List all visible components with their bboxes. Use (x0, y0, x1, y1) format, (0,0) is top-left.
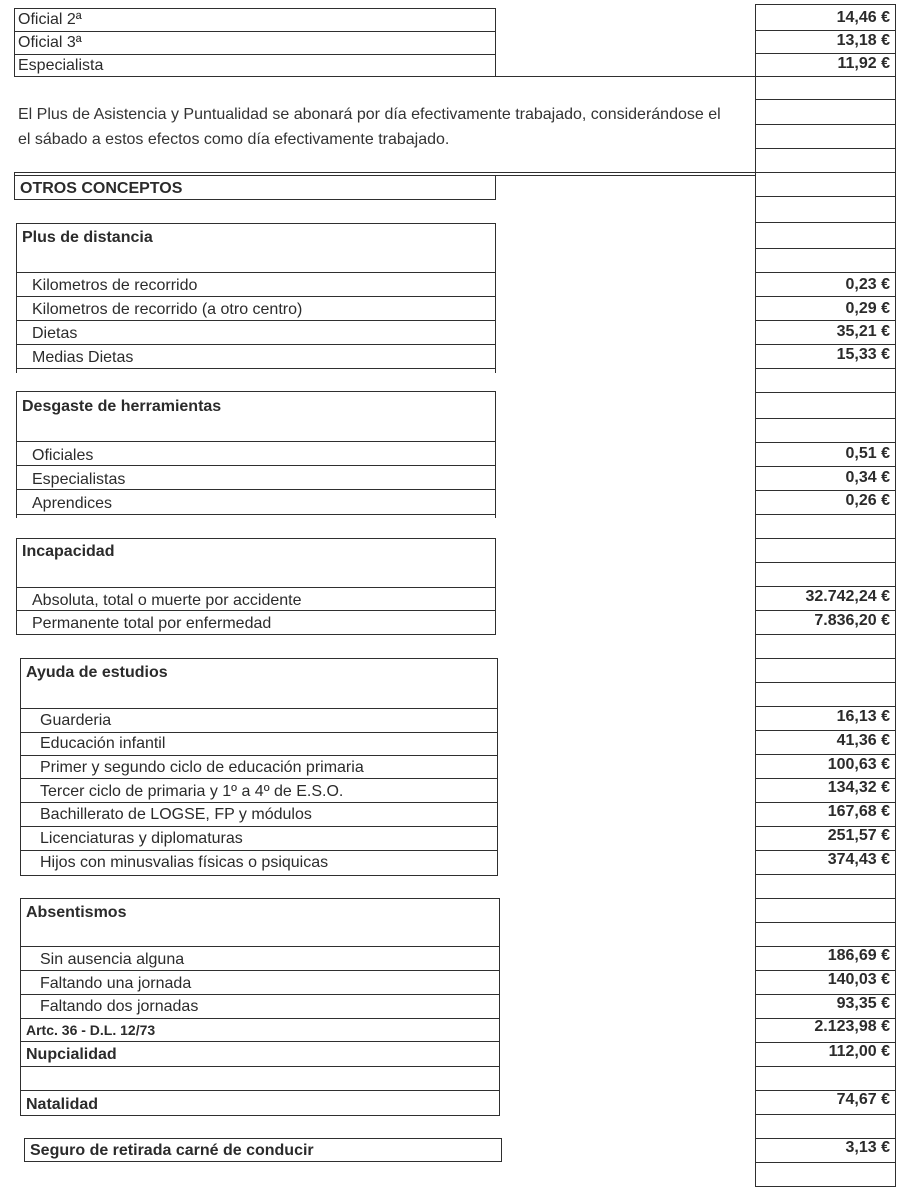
row-line (14, 8, 496, 9)
dietas-label: Dietas (32, 325, 78, 342)
top-rows-left-border (14, 8, 15, 76)
value-column-left-border (755, 4, 756, 1186)
box-line (20, 658, 21, 876)
oficial-2-value: 14,46 € (836, 9, 890, 26)
value-column-rule (755, 898, 896, 899)
absoluta-label: Absoluta, total o muerte por accidente (32, 592, 302, 609)
sin-ausencia-value: 186,69 € (827, 947, 890, 964)
otros-conceptos-bottom (14, 199, 496, 200)
km-recorrido-label: Kilometros de recorrido (32, 277, 198, 294)
nupcialidad-label: Nupcialidad (26, 1046, 117, 1063)
value-column-rule (755, 418, 896, 419)
value-column-rule (755, 222, 896, 223)
especialistas-label: Especialistas (32, 471, 126, 488)
box-line (20, 732, 498, 733)
box-line (16, 391, 17, 518)
value-column-rule (755, 466, 896, 467)
box-line (16, 610, 496, 611)
value-column-rule (755, 148, 896, 149)
km-recorrido-value: 0,23 € (845, 276, 890, 293)
box-line (20, 755, 498, 756)
box-line (16, 465, 496, 466)
value-column-rule (755, 172, 896, 173)
value-column-rule (755, 196, 896, 197)
value-column-rule (755, 392, 896, 393)
box-line (20, 1090, 500, 1091)
value-column-rule (755, 76, 896, 77)
box-line (495, 391, 496, 518)
aprendices-label: Aprendices (32, 495, 113, 512)
value-column-rule (755, 296, 896, 297)
otros-conceptos-top-rule (14, 172, 756, 173)
otros-conceptos-title: OTROS CONCEPTOS (20, 180, 183, 197)
educacion-infantil-label: Educación infantil (40, 735, 166, 752)
box-line (20, 946, 500, 947)
value-column-rule (755, 922, 896, 923)
guarderia-label: Guarderia (40, 712, 112, 729)
box-line (24, 1138, 502, 1139)
box-line (16, 320, 496, 321)
box-line (16, 441, 496, 442)
dos-jornadas-label: Faltando dos jornadas (40, 998, 199, 1015)
plus-distancia-title: Plus de distancia (22, 229, 153, 246)
value-column-rule (755, 442, 896, 443)
box-line (24, 1161, 502, 1162)
oficial-2-label: Oficial 2ª (18, 11, 82, 28)
natalidad-label: Natalidad (26, 1096, 99, 1113)
value-column-rule (755, 682, 896, 683)
tercer-ciclo-label: Tercer ciclo de primaria y 1º a 4º de E.S.O. (40, 783, 344, 800)
box-line (20, 898, 21, 1116)
value-column-rule (755, 706, 896, 707)
value-column-rule (755, 272, 896, 273)
box-line (20, 802, 498, 803)
box-line (20, 778, 498, 779)
box-line (495, 223, 496, 373)
sin-ausencia-label: Sin ausencia alguna (40, 951, 185, 968)
value-column-rule (755, 53, 896, 54)
box-line (20, 1041, 500, 1042)
especialista-label: Especialista (18, 57, 104, 74)
bachillerato-label: Bachillerato de LOGSE, FP y módulos (40, 806, 312, 823)
medias-dietas-label: Medias Dietas (32, 349, 134, 366)
box-line (20, 1115, 500, 1116)
top-rows-right-border (495, 8, 496, 76)
box-line (16, 368, 496, 369)
bachillerato-value: 167,68 € (827, 803, 890, 820)
value-column-rule (755, 320, 896, 321)
box-line (20, 898, 500, 899)
permanente-label: Permanente total por enfermedad (32, 615, 272, 632)
especialista-value: 11,92 € (837, 55, 890, 72)
oficial-3-value: 13,18 € (836, 32, 890, 49)
box-line (20, 1066, 500, 1067)
una-jornada-label: Faltando una jornada (40, 975, 192, 992)
primaria-label: Primer y segundo ciclo de educación primaria (40, 759, 364, 776)
nupcialidad-value: 112,00 € (828, 1043, 890, 1060)
box-line (501, 1138, 502, 1162)
box-line (20, 970, 500, 971)
value-column-rule (755, 30, 896, 31)
value-column-rule (755, 634, 896, 635)
value-column-rule (755, 1162, 896, 1163)
seguro-label: Seguro de retirada carné de conducir (30, 1142, 314, 1159)
box-line (16, 344, 496, 345)
value-column-rule (755, 538, 896, 539)
natalidad-value: 74,67 € (836, 1091, 890, 1108)
value-column-rule (755, 754, 896, 755)
box-line (24, 1138, 25, 1162)
value-column-rule (755, 124, 896, 125)
box-line (16, 538, 496, 539)
tercer-ciclo-value: 134,32 € (827, 779, 890, 796)
otros-conceptos-top-rule-2 (14, 175, 756, 176)
value-column-rule (755, 248, 896, 249)
box-line (16, 296, 496, 297)
value-column-rule (755, 4, 896, 5)
primaria-value: 100,63 € (827, 756, 890, 773)
box-line (497, 658, 498, 876)
especialistas-value: 0,34 € (845, 469, 890, 486)
value-column-rule (755, 1066, 896, 1067)
minusvalias-label: Hijos con minusvalias físicas o psiquicas (40, 854, 329, 871)
oficiales-label: Oficiales (32, 447, 94, 464)
row-line (14, 76, 756, 77)
value-column-right-border (895, 4, 896, 1186)
dietas-value: 35,21 € (836, 323, 890, 340)
value-column-rule (755, 610, 896, 611)
otros-conceptos-left (14, 172, 15, 200)
artc-label: Artc. 36 - D.L. 12/73 (26, 1022, 156, 1038)
box-line (20, 708, 498, 709)
value-column-rule (755, 730, 896, 731)
absentismos-title: Absentismos (26, 904, 127, 921)
value-column-rule (755, 99, 896, 100)
box-line (499, 898, 500, 1116)
oficial-3-label: Oficial 3ª (18, 34, 82, 51)
box-line (16, 634, 496, 635)
value-column-rule (755, 514, 896, 515)
dos-jornadas-value: 93,35 € (836, 995, 890, 1012)
value-column-rule (755, 1114, 896, 1115)
box-line (16, 514, 496, 515)
otros-conceptos-right (495, 175, 496, 200)
value-column-rule (755, 658, 896, 659)
una-jornada-value: 140,03 € (827, 971, 890, 988)
aprendices-value: 0,26 € (845, 492, 890, 509)
box-line (20, 875, 498, 876)
permanente-value: 7.836,20 € (814, 612, 890, 629)
value-column-rule (755, 586, 896, 587)
incapacidad-title: Incapacidad (22, 543, 115, 560)
row-line (14, 31, 496, 32)
box-line (16, 489, 496, 490)
box-line (20, 658, 498, 659)
paragraph-line-1: El Plus de Asistencia y Puntualidad se abonará por día efectivamente trabajado, considerándose el (18, 106, 721, 123)
medias-dietas-value: 15,33 € (836, 346, 890, 363)
licenciaturas-label: Licenciaturas y diplomaturas (40, 830, 243, 847)
seguro-value: 3,13 € (845, 1139, 890, 1156)
minusvalias-value: 374,43 € (827, 851, 890, 868)
box-line (16, 223, 17, 373)
value-column-rule (755, 344, 896, 345)
ayuda-estudios-title: Ayuda de estudios (26, 664, 168, 681)
box-line (16, 391, 496, 392)
value-column-rule (755, 368, 896, 369)
artc-value: 2.123,98 € (814, 1018, 890, 1035)
absoluta-value: 32.742,24 € (805, 588, 890, 605)
box-line (16, 587, 496, 588)
box-line (20, 826, 498, 827)
km-otro-centro-value: 0,29 € (845, 300, 890, 317)
oficiales-value: 0,51 € (845, 445, 890, 462)
desgaste-title: Desgaste de herramientas (22, 398, 222, 415)
paragraph-line-2: el sábado a estos efectos como día efectivamente trabajado. (18, 131, 450, 148)
box-line (20, 1018, 500, 1019)
box-line (20, 994, 500, 995)
value-column-rule (755, 874, 896, 875)
value-column-rule (755, 562, 896, 563)
box-line (20, 850, 498, 851)
km-otro-centro-label: Kilometros de recorrido (a otro centro) (32, 301, 303, 318)
licenciaturas-value: 251,57 € (827, 827, 890, 844)
box-line (16, 223, 496, 224)
row-line (14, 54, 496, 55)
guarderia-value: 16,13 € (836, 708, 890, 725)
value-column-rule (755, 1186, 896, 1187)
box-line (16, 272, 496, 273)
educacion-infantil-value: 41,36 € (836, 732, 890, 749)
value-column-rule (755, 490, 896, 491)
